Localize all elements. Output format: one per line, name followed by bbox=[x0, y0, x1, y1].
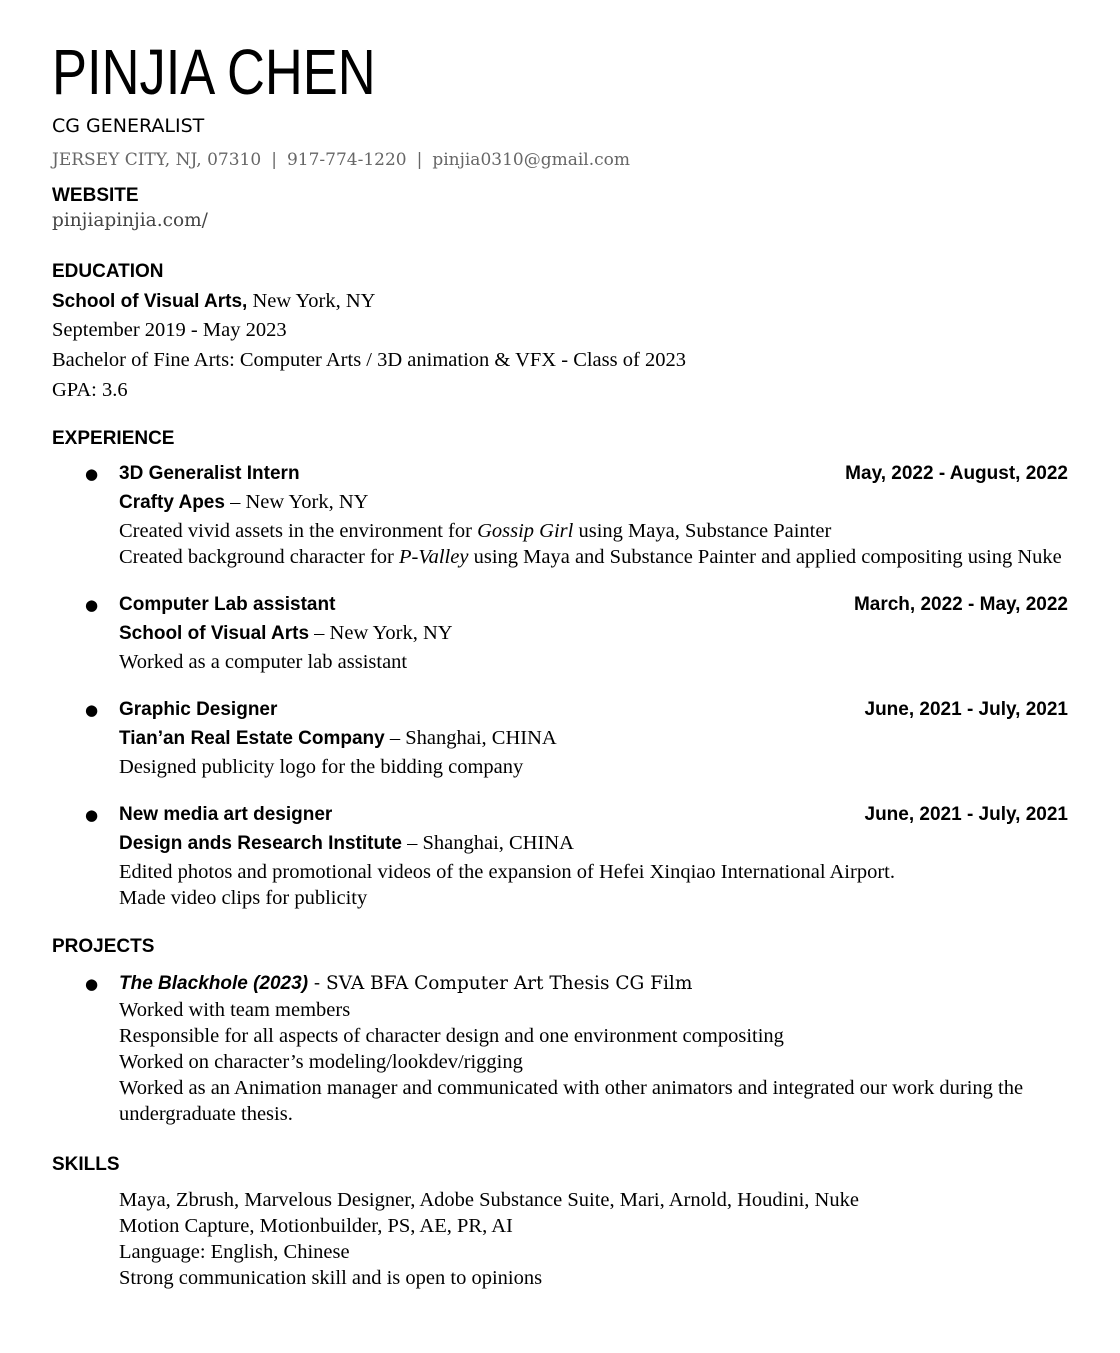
project-description-line: Worked as an Animation manager and communicated with other animators and integrated our work during the undergraduate thesis. bbox=[119, 1077, 1024, 1125]
skill-line: Language: English, Chinese bbox=[119, 1241, 350, 1263]
experience-title-row bbox=[119, 697, 1068, 723]
description-text: using Maya and Substance Painter and applied compositing using Nuke bbox=[468, 546, 1062, 568]
bullet-icon: ● bbox=[85, 806, 99, 824]
project-title: The Blackhole (2023) bbox=[119, 973, 309, 994]
education-school: School of Visual Arts, bbox=[52, 291, 248, 312]
experience-entry bbox=[52, 697, 1068, 780]
description-text: Designed publicity logo for the bidding company bbox=[119, 756, 524, 778]
job-organization: Tian’an Real Estate Company bbox=[119, 728, 385, 749]
project-description-line: Worked with team members bbox=[119, 999, 351, 1021]
job-dates: March, 2022 - May, 2022 bbox=[853, 594, 1068, 615]
job-dates: June, 2021 - July, 2021 bbox=[864, 804, 1068, 825]
contact-phone: 917-774-1220 bbox=[286, 150, 407, 170]
experience-heading: EXPERIENCE bbox=[52, 428, 175, 449]
job-description-line bbox=[119, 885, 1068, 911]
job-description-line bbox=[119, 518, 1068, 544]
contact-separator: | bbox=[416, 150, 423, 170]
description-text: Created background character for bbox=[119, 546, 400, 568]
projects-heading: PROJECTS bbox=[52, 936, 155, 957]
website-link[interactable]: pinjiapinjia.com/ bbox=[52, 210, 208, 231]
education-dates: September 2019 - May 2023 bbox=[52, 319, 287, 341]
contact-location: JERSEY CITY, NJ, 07310 bbox=[52, 150, 262, 170]
experience-title-row bbox=[119, 802, 1068, 828]
skill-line: Motion Capture, Motionbuilder, PS, AE, PR, AI bbox=[119, 1215, 513, 1237]
job-description-line bbox=[119, 544, 1068, 570]
project-subtitle: - SVA BFA Computer Art Thesis CG Film bbox=[308, 973, 693, 994]
show-title: P-Valley bbox=[399, 546, 469, 568]
education-degree: Bachelor of Fine Arts: Computer Arts / 3D animation & VFX - Class of 2023 bbox=[52, 349, 686, 371]
job-organization-line bbox=[119, 487, 1068, 518]
job-title: Graphic Designer bbox=[119, 699, 278, 720]
bullet-icon: ● bbox=[85, 596, 99, 614]
job-location: – Shanghai, CHINA bbox=[384, 727, 557, 749]
education-location: New York, NY bbox=[247, 290, 376, 312]
show-title: Gossip Girl bbox=[477, 520, 574, 542]
bullet-icon: ● bbox=[85, 465, 99, 483]
bullet-icon: ● bbox=[85, 975, 99, 993]
contact-line bbox=[52, 148, 1068, 172]
job-dates: May, 2022 - August, 2022 bbox=[845, 463, 1068, 484]
description-text: using Maya, Substance Painter bbox=[573, 520, 832, 542]
job-title: 3D Generalist Intern bbox=[119, 463, 300, 484]
education-school-line bbox=[52, 288, 1068, 315]
job-location: – New York, NY bbox=[309, 622, 453, 644]
project-title-line bbox=[119, 971, 1068, 997]
experience-entry bbox=[52, 802, 1068, 911]
description-text: Edited photos and promotional videos of the expansion of Hefei Xinqiao International Airport. bbox=[119, 861, 895, 883]
job-organization-line bbox=[119, 723, 1068, 754]
skill-line: Strong communication skill and is open to opinions bbox=[119, 1267, 543, 1289]
job-organization-line bbox=[119, 828, 1068, 859]
project-entry bbox=[52, 971, 1068, 1127]
description-text: Worked as a computer lab assistant bbox=[119, 651, 408, 673]
job-dates: June, 2021 - July, 2021 bbox=[864, 699, 1068, 720]
description-text: Made video clips for publicity bbox=[119, 887, 368, 909]
job-organization-line bbox=[119, 618, 1068, 649]
experience-title-row bbox=[119, 592, 1068, 618]
contact-separator: | bbox=[271, 150, 277, 170]
experience-list bbox=[52, 461, 1068, 911]
candidate-name: PINJIA CHEN bbox=[52, 36, 376, 108]
project-description-line: Responsible for all aspects of character design and one environment compositing bbox=[119, 1025, 784, 1047]
job-organization: School of Visual Arts bbox=[119, 623, 310, 644]
education-gpa: GPA: 3.6 bbox=[52, 379, 128, 401]
resume-page bbox=[52, 36, 1068, 1291]
skill-line: Maya, Zbrush, Marvelous Designer, Adobe Substance Suite, Mari, Arnold, Houdini, Nuke bbox=[119, 1189, 859, 1211]
job-organization: Design ands Research Institute bbox=[119, 833, 402, 854]
description-text: Created vivid assets in the environment for bbox=[119, 520, 478, 542]
job-description-line bbox=[119, 754, 1068, 780]
job-description-line bbox=[119, 649, 1068, 675]
contact-email[interactable]: pinjia0310@gmail.com bbox=[432, 150, 630, 170]
job-title: Computer Lab assistant bbox=[119, 594, 336, 615]
job-location: – New York, NY bbox=[224, 491, 369, 513]
experience-entry bbox=[52, 592, 1068, 675]
experience-title-row bbox=[119, 461, 1068, 487]
education-heading: EDUCATION bbox=[52, 261, 164, 282]
experience-entry bbox=[52, 461, 1068, 570]
projects-list bbox=[52, 971, 1068, 1127]
job-title: New media art designer bbox=[119, 804, 333, 825]
project-description-line: Worked on character’s modeling/lookdev/rigging bbox=[119, 1051, 523, 1073]
bullet-icon: ● bbox=[85, 701, 99, 719]
job-location: – Shanghai, CHINA bbox=[401, 832, 574, 854]
skills-heading: SKILLS bbox=[52, 1154, 120, 1175]
candidate-role: CG GENERALIST bbox=[52, 115, 205, 137]
website-heading: WEBSITE bbox=[52, 185, 139, 206]
job-description-line bbox=[119, 859, 1068, 885]
skills-list bbox=[52, 1187, 1068, 1291]
job-organization: Crafty Apes bbox=[119, 492, 225, 513]
